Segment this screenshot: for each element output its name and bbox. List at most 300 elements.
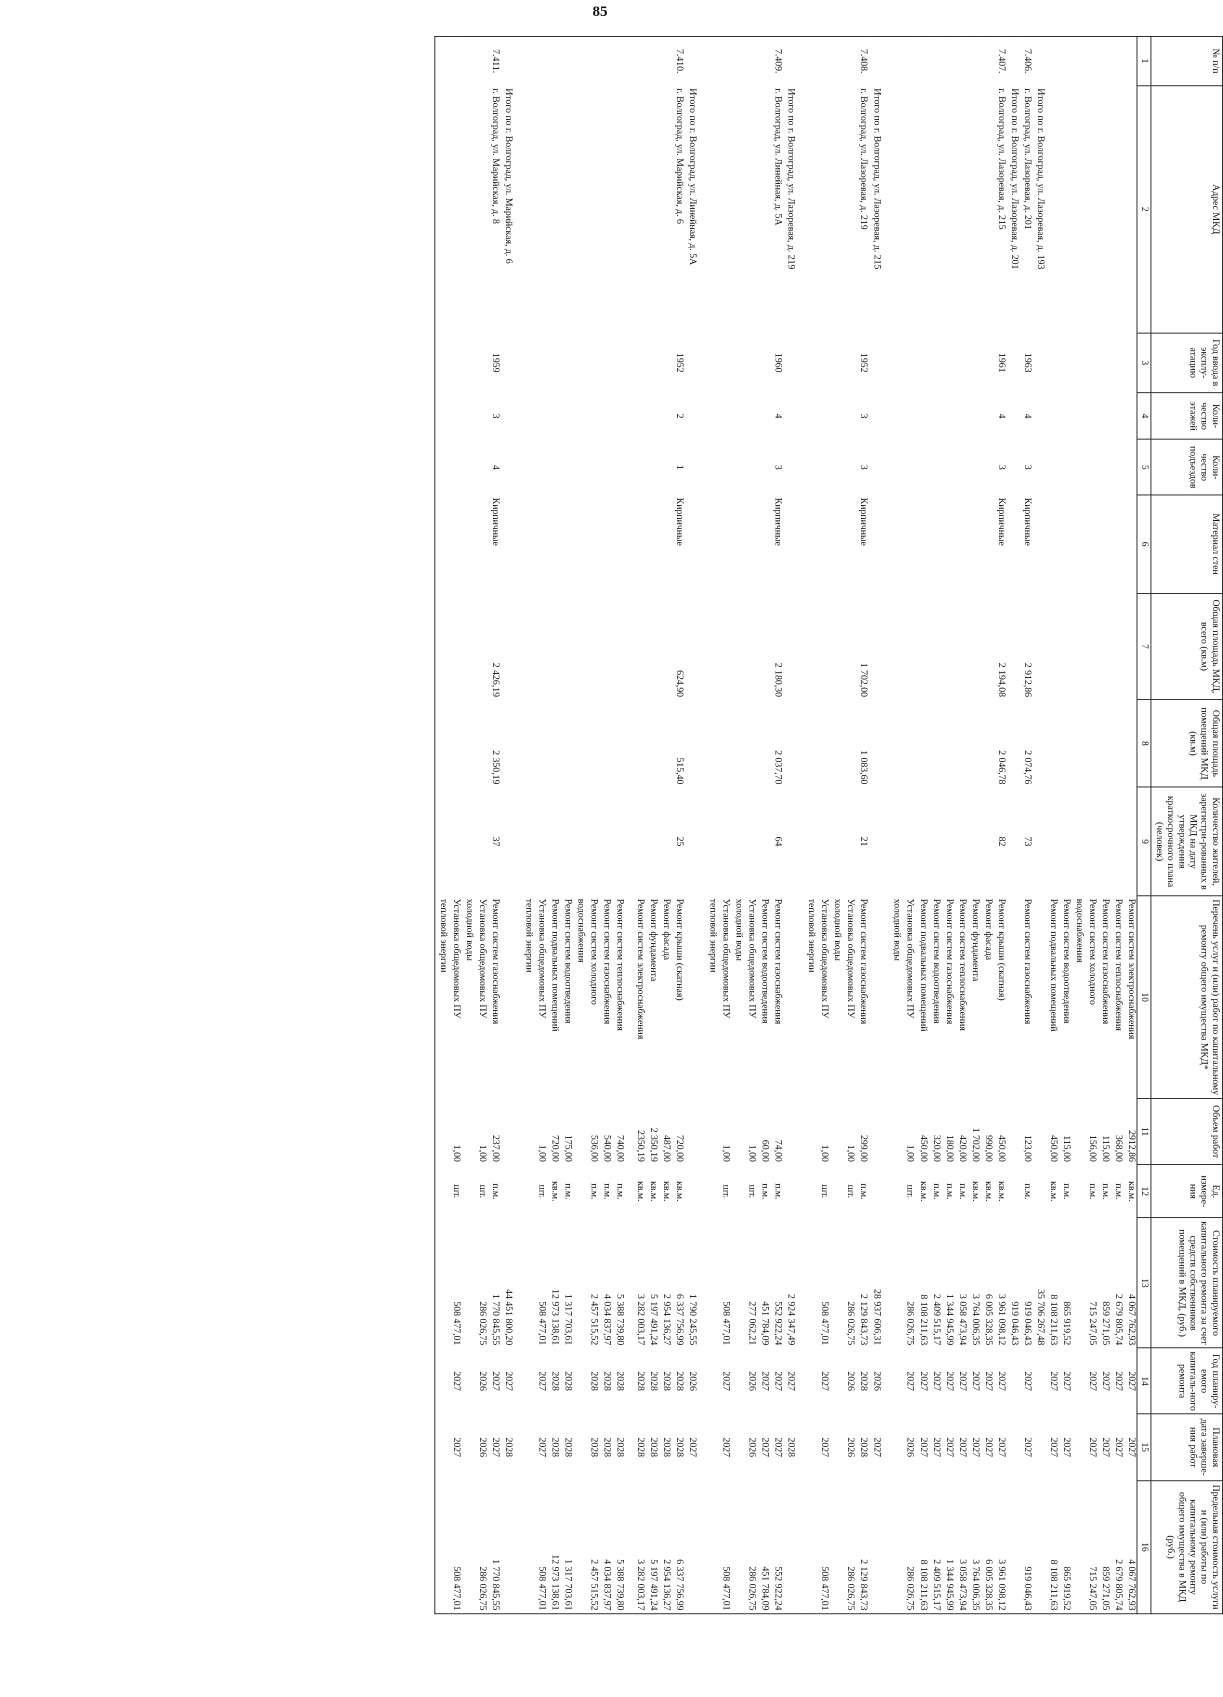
cell-col-3 (534, 333, 547, 393)
cell-col-7 (744, 593, 757, 700)
cell-col-3 (633, 333, 646, 393)
cell-col-3 (685, 333, 705, 393)
cell-col-13: 2 129 843,73 (858, 1294, 869, 1346)
cell-col-11 (461, 1099, 474, 1165)
cell-col-6 (1124, 495, 1137, 593)
cell-col-5: 3 (1022, 464, 1033, 470)
cell-col-9 (869, 787, 889, 896)
cell-col-7 (659, 593, 672, 700)
cell-col-3 (612, 333, 632, 393)
cell-col-8: 2 350,19 (490, 750, 501, 785)
cell-col-7 (1124, 593, 1137, 700)
cell-col-2: Итого по г. Волгоград, ул. Лазоревая, д. 219 (786, 88, 797, 270)
cell-col-5 (757, 440, 770, 495)
cell-col-4: 4 (772, 413, 784, 419)
cell-col-2 (547, 86, 560, 333)
cell-col-5 (1085, 440, 1098, 495)
cell-col-8 (1045, 700, 1058, 787)
cell-col-11 (1072, 1099, 1085, 1165)
cell-col-9 (757, 787, 770, 896)
column-number-1: 1 (1137, 36, 1150, 85)
cell-col-4 (705, 393, 718, 440)
cell-col-16: 3 961 098,12 (993, 1480, 1006, 1613)
cell-col-13 (521, 1218, 534, 1348)
cell-col-13 (830, 1218, 843, 1348)
cell-col-11: 1,00 (746, 1144, 758, 1162)
cell-col-6 (685, 495, 705, 593)
cell-col-8 (599, 700, 612, 787)
cell-col-2 (817, 86, 830, 333)
cell-col-16 (869, 1480, 889, 1613)
cell-col-11: 1,00 (477, 1144, 488, 1162)
table-row (487, 36, 500, 1613)
cell-col-10: Ремонт систем газоснабжения (1022, 898, 1033, 1025)
cell-col-2 (1098, 86, 1111, 333)
cell-col-13 (573, 1218, 586, 1348)
cell-col-14 (435, 1348, 448, 1414)
cell-col-9 (830, 787, 843, 896)
cell-col-6 (646, 495, 659, 593)
table-row (659, 36, 672, 1613)
cell-col-12: п.м. (1022, 1183, 1033, 1200)
cell-col-6 (1006, 495, 1019, 593)
cell-col-1 (889, 36, 902, 85)
cell-col-12: п.м. (957, 1183, 968, 1200)
cell-col-11: 450,00 (996, 1135, 1007, 1162)
cell-col-11: 237,00 (490, 1135, 501, 1162)
cell-col-2: Итого по г. Волгоград, ул. Лазоревая, д. 193 (1035, 88, 1046, 270)
cell-col-9 (889, 787, 902, 896)
cell-col-11 (830, 1099, 843, 1165)
cell-col-10: Ремонт систем теплоснабжения (614, 898, 626, 1031)
cell-col-6 (521, 495, 534, 593)
cell-col-11: 420,00 (957, 1135, 968, 1162)
cell-col-12: кв.м. (1048, 1181, 1059, 1202)
cell-col-15: 2027 (1087, 1437, 1098, 1458)
cell-col-8 (869, 700, 889, 787)
cell-col-10: Ремонт систем теплоснабжения (1113, 898, 1124, 1031)
cell-col-7 (599, 593, 612, 700)
cell-col-8 (705, 700, 718, 787)
cell-col-16: 286 026,75 (744, 1480, 757, 1613)
cell-col-10 (1032, 896, 1045, 1099)
cell-col-2: г. Волгоград, ул. Лазоревая, д. 219 (858, 88, 869, 230)
cell-col-13: 859 271,05 (1100, 1301, 1111, 1346)
table-row (448, 36, 461, 1613)
cell-col-2 (843, 86, 856, 333)
column-number-row (1137, 36, 1150, 1613)
cell-col-2 (967, 86, 980, 333)
cell-col-16: 5 197 491,24 (646, 1480, 659, 1613)
cell-col-16 (731, 1480, 744, 1613)
cell-col-16: 552 922,24 (770, 1480, 783, 1613)
cell-col-15: 2028 (549, 1437, 561, 1458)
cell-col-9 (980, 787, 993, 896)
cell-col-5 (599, 440, 612, 495)
cell-col-14 (1072, 1348, 1085, 1414)
cell-col-6 (547, 495, 560, 593)
cell-col-15: 2027 (983, 1437, 994, 1458)
cell-col-15: 2027 (819, 1437, 830, 1458)
cell-col-15: 2028 (588, 1437, 600, 1458)
cell-col-4 (928, 393, 941, 440)
cell-col-8 (646, 700, 659, 787)
cell-col-11: 180,00 (944, 1135, 955, 1162)
table-row (1111, 36, 1124, 1613)
cell-col-10: Ремонт систем водоотведения (562, 898, 574, 1024)
cell-col-9 (560, 787, 573, 896)
table-row (993, 36, 1006, 1613)
cell-col-7 (1045, 593, 1058, 700)
cell-col-8 (1006, 700, 1019, 787)
cell-col-4 (534, 393, 547, 440)
cell-col-10: Ремонт систем теплоснабжения (957, 898, 968, 1031)
cell-col-5 (646, 440, 659, 495)
cell-col-13: 6 005 328,35 (983, 1294, 994, 1346)
cell-col-16 (783, 1480, 803, 1613)
cell-col-14 (1032, 1348, 1045, 1414)
column-number-11: 11 (1137, 1099, 1150, 1165)
cell-col-8 (560, 700, 573, 787)
cell-col-4 (830, 393, 843, 440)
cell-col-8 (1032, 700, 1045, 787)
cell-col-16: 451 784,09 (757, 1480, 770, 1613)
cell-col-5 (474, 440, 487, 495)
column-header-9: Количество жителей, зарегистри-рованных в МКД на дату утверждения краткосрочного плана (человек) (1151, 787, 1223, 896)
cell-col-12 (804, 1165, 817, 1218)
cell-col-1: 7.410. (672, 36, 685, 85)
cell-col-1 (1111, 36, 1124, 85)
cell-col-2 (659, 86, 672, 333)
cell-col-9 (718, 787, 731, 896)
cell-col-7: 1 702,00 (858, 662, 869, 697)
cell-col-7 (954, 593, 967, 700)
table-row (646, 36, 659, 1613)
cell-col-6 (1032, 495, 1045, 593)
cell-col-1: 7.408. (856, 36, 869, 85)
cell-col-16: 2 954 136,27 (659, 1480, 672, 1613)
cell-col-11 (783, 1099, 803, 1165)
cell-col-1 (633, 36, 646, 85)
cell-col-9 (461, 787, 474, 896)
table-body (435, 36, 1137, 1613)
cell-col-15: 2027 (970, 1437, 981, 1458)
cell-col-11: 487,00 (661, 1135, 672, 1162)
cell-col-10: Ремонт систем газоснабжения (601, 898, 613, 1025)
cell-col-9 (817, 787, 830, 896)
cell-col-4 (573, 393, 586, 440)
cell-col-12: п.м. (490, 1183, 501, 1200)
cell-col-2 (889, 86, 902, 333)
column-header-1: № п/п (1151, 36, 1223, 85)
cell-col-12: кв.м. (918, 1181, 929, 1202)
cell-col-1 (1032, 36, 1045, 85)
cell-col-8 (547, 700, 560, 787)
cell-col-5 (1124, 440, 1137, 495)
cell-col-15: 2027 (490, 1437, 501, 1458)
cell-col-7 (928, 593, 941, 700)
cell-col-6 (501, 495, 521, 593)
cell-col-15: 2027 (1113, 1437, 1124, 1458)
cell-col-10: Ремонт систем газоснабжения (944, 898, 955, 1025)
cell-col-9: 73 (1022, 836, 1033, 847)
cell-col-12 (573, 1165, 586, 1218)
cell-col-4: 4 (996, 413, 1007, 419)
cell-col-9: 25 (674, 836, 685, 847)
cell-col-9 (1072, 787, 1085, 896)
cell-col-12: п.м. (944, 1183, 955, 1200)
table-row (612, 36, 632, 1613)
cell-col-7: 2 426,19 (490, 662, 501, 697)
cell-col-5: 3 (858, 464, 869, 470)
cell-col-9 (685, 787, 705, 896)
cell-col-9 (1006, 787, 1019, 896)
cell-col-2: Итого по г. Волгоград, ул. Линейная, д. 5А (687, 88, 698, 266)
cell-col-4 (633, 393, 646, 440)
cell-col-12 (783, 1165, 803, 1218)
cell-col-13: 277 062,21 (746, 1301, 758, 1346)
cell-col-2 (718, 86, 731, 333)
cell-col-8: 2 046,78 (996, 750, 1007, 785)
cell-col-2 (1085, 86, 1098, 333)
cell-col-2 (928, 86, 941, 333)
cell-col-14: 2027 (720, 1371, 732, 1391)
cell-col-4 (718, 393, 731, 440)
cell-col-3 (967, 333, 980, 393)
cell-col-4 (1124, 393, 1137, 440)
cell-col-11 (1006, 1099, 1019, 1165)
cell-col-14 (1006, 1348, 1019, 1414)
cell-col-14: 2027 (786, 1371, 797, 1391)
cell-col-16: 286 026,75 (843, 1480, 856, 1613)
cell-col-11: 450,00 (1048, 1135, 1059, 1162)
cell-col-4 (586, 393, 599, 440)
cell-col-4 (804, 393, 817, 440)
cell-col-16: 1 344 945,99 (941, 1480, 954, 1613)
cell-col-14: 2027 (996, 1371, 1007, 1391)
cell-col-9 (547, 787, 560, 896)
cell-col-5: 3 (996, 464, 1007, 470)
cell-col-5 (954, 440, 967, 495)
cell-col-3 (586, 333, 599, 393)
cell-col-14: 2026 (871, 1371, 882, 1391)
cell-col-8: 2 074,76 (1022, 750, 1033, 785)
cell-col-15: 2028 (661, 1437, 672, 1458)
cell-col-16: 3 282 003,17 (633, 1480, 646, 1613)
cell-col-3 (501, 333, 521, 393)
cell-col-10: Ремонт систем водоотведения (1061, 898, 1072, 1024)
cell-col-16: 8 108 211,63 (915, 1480, 928, 1613)
cell-col-13: 286 026,75 (845, 1301, 856, 1346)
cell-col-5 (1032, 440, 1045, 495)
cell-col-1 (967, 36, 980, 85)
cell-col-14: 2028 (648, 1371, 659, 1391)
cell-col-12: шт. (845, 1184, 856, 1199)
cell-col-13: 552 922,24 (772, 1301, 784, 1346)
cell-col-13: 451 784,09 (759, 1301, 771, 1346)
cell-col-13: 286 026,75 (905, 1301, 916, 1346)
cell-col-1 (843, 36, 856, 85)
cell-col-8 (521, 700, 534, 787)
cell-col-6 (889, 495, 902, 593)
cell-col-16: 919 046,43 (1019, 1480, 1032, 1613)
cell-col-8 (1072, 700, 1085, 787)
cell-col-4 (1045, 393, 1058, 440)
cell-col-10: холодной воды (464, 898, 475, 961)
cell-col-10: Ремонт систем газоснабжения (1100, 898, 1111, 1025)
cell-col-11: 2912,86 (1126, 1130, 1137, 1162)
cell-col-3 (659, 333, 672, 393)
cell-col-11: 1,00 (819, 1144, 830, 1162)
cell-col-11 (869, 1099, 889, 1165)
cell-col-9 (1085, 787, 1098, 896)
cell-col-15: 2027 (1048, 1437, 1059, 1458)
table-row (817, 36, 830, 1613)
cell-col-7 (633, 593, 646, 700)
cell-col-8 (843, 700, 856, 787)
cell-col-16: 2 679 805,74 (1111, 1480, 1124, 1613)
table-row (830, 36, 843, 1613)
cell-col-7: 624,90 (674, 670, 685, 697)
cell-col-9 (573, 787, 586, 896)
cell-col-10: холодной воды (733, 898, 745, 961)
cell-col-15: 2028 (614, 1437, 626, 1458)
cell-col-3 (646, 333, 659, 393)
cell-col-9 (633, 787, 646, 896)
cell-col-8 (1124, 700, 1137, 787)
cell-col-13 (435, 1218, 448, 1348)
cell-col-3 (757, 333, 770, 393)
cell-col-13: 2 954 136,27 (661, 1294, 672, 1346)
cell-col-14: 2027 (451, 1371, 462, 1391)
cell-col-15 (1072, 1414, 1085, 1480)
cell-col-13: 2 457 515,52 (588, 1294, 600, 1346)
cell-col-8 (612, 700, 632, 787)
cell-col-8 (659, 700, 672, 787)
cell-col-7 (534, 593, 547, 700)
cell-col-4 (915, 393, 928, 440)
cell-col-1 (1072, 36, 1085, 85)
cell-col-15: 2026 (746, 1437, 758, 1458)
cell-col-6 (599, 495, 612, 593)
cell-col-5 (731, 440, 744, 495)
cell-col-16: 4 067 762,93 (1124, 1480, 1137, 1613)
cell-col-14: 2028 (858, 1371, 869, 1391)
cell-col-15 (435, 1414, 448, 1480)
cell-col-10: Ремонт фасада (661, 898, 672, 961)
cell-col-10 (501, 896, 521, 1099)
cell-col-7: 2 194,08 (996, 662, 1007, 697)
cell-col-10 (783, 896, 803, 1099)
cell-col-8 (1085, 700, 1098, 787)
cell-col-15: 2028 (786, 1437, 797, 1458)
cell-col-5 (560, 440, 573, 495)
column-header-4: Коли-чество этажей (1151, 393, 1223, 440)
cell-col-13 (889, 1218, 902, 1348)
cell-col-16: 859 271,05 (1098, 1480, 1111, 1613)
cell-col-11: 368,00 (1113, 1135, 1124, 1162)
cell-col-3 (1072, 333, 1085, 393)
cell-col-7 (817, 593, 830, 700)
cell-col-5 (633, 440, 646, 495)
cell-col-1 (1098, 36, 1111, 85)
cell-col-4 (1072, 393, 1085, 440)
column-header-14: Год планиру-емого капиталь-ного ремонта (1151, 1348, 1223, 1414)
cell-col-12: п.м. (1100, 1183, 1111, 1200)
cell-col-9 (915, 787, 928, 896)
cell-col-5 (501, 440, 521, 495)
cell-col-2 (1059, 86, 1072, 333)
cell-col-5 (941, 440, 954, 495)
cell-col-1: 7.411. (487, 36, 500, 85)
cell-col-6 (954, 495, 967, 593)
cell-col-1 (830, 36, 843, 85)
cell-col-15 (521, 1414, 534, 1480)
cell-col-6 (1059, 495, 1072, 593)
cell-col-13 (705, 1218, 718, 1348)
cell-col-16: 3 764 006,35 (967, 1480, 980, 1613)
cell-col-7 (461, 593, 474, 700)
cell-col-14: 2027 (490, 1371, 501, 1391)
cell-col-14: 2028 (635, 1371, 646, 1391)
cell-col-15: 2027 (1126, 1437, 1137, 1458)
cell-col-12: шт. (536, 1184, 548, 1199)
cell-col-3 (928, 333, 941, 393)
cell-col-4 (843, 393, 856, 440)
cell-col-6 (659, 495, 672, 593)
table-row (435, 36, 448, 1613)
cell-col-16: 4 034 837,97 (599, 1480, 612, 1613)
cell-col-15 (1032, 1414, 1045, 1480)
cell-col-2: Итого по г. Волгоград, ул. Марийская, д. 6 (503, 88, 514, 264)
cell-col-16: 8 108 211,63 (1045, 1480, 1058, 1613)
cell-col-4 (435, 393, 448, 440)
cell-col-11: 2350,19 (635, 1130, 646, 1162)
cell-col-10: Ремонт систем электроснабжения (635, 898, 646, 1040)
cell-col-8 (830, 700, 843, 787)
cell-col-10: Ремонт систем водоотведения (931, 898, 942, 1024)
cell-col-2 (435, 86, 448, 333)
cell-col-12: п.м. (601, 1183, 613, 1200)
table-row (672, 36, 685, 1613)
cell-col-1 (705, 36, 718, 85)
cell-col-14: 2027 (772, 1371, 784, 1391)
cell-col-11 (521, 1099, 534, 1165)
column-number-7: 7 (1137, 593, 1150, 700)
cell-col-14: 2026 (845, 1371, 856, 1391)
column-number-13: 13 (1137, 1218, 1150, 1348)
cell-col-11: 156,00 (1087, 1135, 1098, 1162)
cell-col-2 (830, 86, 843, 333)
cell-col-9 (474, 787, 487, 896)
cell-col-3 (1111, 333, 1124, 393)
cell-col-3 (1124, 333, 1137, 393)
cell-col-3 (461, 333, 474, 393)
cell-col-1 (435, 36, 448, 85)
cell-col-2 (804, 86, 817, 333)
column-header-13: Стоимость планируемого капитального ремонта за счет средств собственников помещений в МКД, (руб.) (1151, 1218, 1223, 1348)
cell-col-2: г. Волгоград, ул. Лазоревая, д. 201 (1022, 88, 1033, 230)
cell-col-5 (869, 440, 889, 495)
cell-col-8: 515,40 (674, 757, 685, 785)
cell-col-14: 2028 (614, 1371, 626, 1391)
cell-col-4: 2 (674, 413, 685, 419)
cell-col-9 (954, 787, 967, 896)
cell-col-5 (817, 440, 830, 495)
cell-col-13: 5 388 739,80 (614, 1294, 626, 1346)
cell-col-6 (435, 495, 448, 593)
cell-col-3 (889, 333, 902, 393)
